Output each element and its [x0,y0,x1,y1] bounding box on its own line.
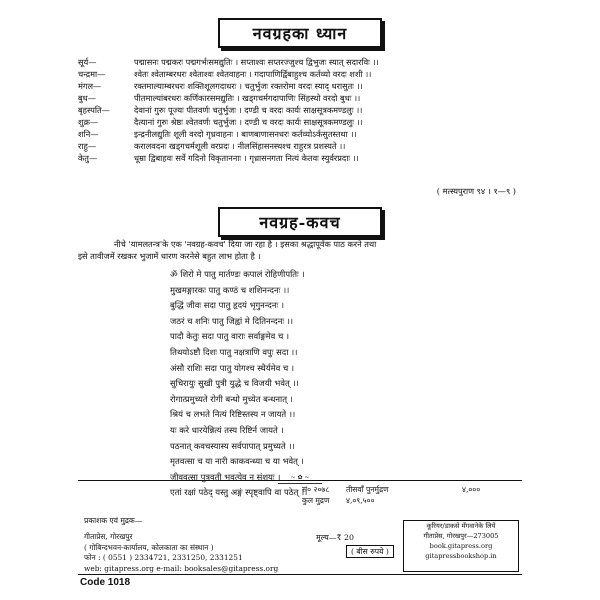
print-info [302,484,480,506]
dhyana-text: इन्द्रनीलद्युतिः शूली वरदो गृध्रवाहनः । बाणबाणासनधरः कर्तव्योऽर्कसुतस्तथा ।। [134,129,357,139]
dhyana-text: श्वेतः श्वेताम्बरधरः श्वेताश्वः श्वेतवाहनः । गदापाणिर्द्विबाहुश्च कर्तव्यो वरदः शशी ।। [134,69,372,79]
publisher-details [84,532,278,574]
source-reference: ( मत्स्यपुराण ९४ । १—९ ) [436,186,516,196]
print-row [302,495,480,506]
book-page [78,14,522,586]
verse-line: मुखमङ्गारकः पातु कण्ठं च शशिनन्दनः ।। [170,284,290,295]
divider-line [78,480,522,481]
planet-name: चन्द्रमा— [78,69,106,79]
dhyana-text: पद्मासनः पद्मकरः पद्मगर्भःसमद्युतिः । सप्ताश्वः सप्तरज्जुश्च द्विभुजः स्यात् सदारविः ।। [134,57,379,67]
book-code: Code 1018 [80,577,131,588]
planet-name: शनि— [78,129,99,139]
planet-name: सूर्य— [78,57,97,67]
publisher-org: ( गोबिन्दभवन-कार्यालय, कोलकाता का संस्थान ) [84,542,214,552]
courier-box [403,520,519,572]
publisher-phone: फोन : ( 0551 ) 2334721, 2331250, 2331251 [84,553,243,562]
planet-name: बृहस्पति— [78,105,110,115]
price-in-words: ( बीस रुपये ) [346,545,394,558]
total-print-value: ४,०९,५०० [346,496,375,505]
price-label: मूल्य—₹ 20 [316,533,354,542]
courier-line: कूरियर/डाकसे मँगवानेके लिये [426,522,496,530]
verse-line: पठनात् कवचस्यास्य सर्वपापात् प्रमुच्यते ।। [170,440,295,451]
dhyana-row [78,92,522,104]
verse-line: यः करे धारयेन्नित्यं तस्य रिष्टिर्न जायते । [170,424,284,435]
planet-name: शुक्र— [78,117,99,127]
publisher-web: web: gitapress.org e-mail: booksales@gitapress.org [84,563,279,573]
intro-paragraph [78,238,522,262]
dhyana-text: पीतमाल्यांबरधरः कर्णिकारसमद्युतिः । खड्गचर्मगदापाणिः सिंहस्थो वरदो बुधः ।। [134,93,361,103]
edition-year: सं० २०७८ [302,485,330,494]
dhyana-row [78,56,522,68]
dhyana-row [78,152,522,164]
verse-line: जठरं च शनिः पातु जिह्वां मे दितिनन्दनः ।। [170,315,294,326]
intro-line: नीचे 'यामलतन्त्र'के एक 'नवग्रह-कवच' दिया जा रहा है । इसका श्रद्धापूर्वक पाठ करने तथा [114,239,377,249]
verse-line: सुचिरायुः सुखी पुत्री युद्धे च विजयी भवेत् ।। [170,378,299,389]
verse-line: तिथयोऽष्टौ दिशः पातु नक्षत्राणि वपुः सदा ।। [170,346,298,357]
divider-line [78,574,522,575]
dhyana-text: देवानां गुरुः पूज्यः पीतवर्णः चतुर्भुजः । दण्डी च वरदः कार्यः साक्षसूत्रकमण्डलुः ।। [134,105,363,115]
dhyana-row [78,68,522,80]
dhyana-text: करालवदनः खड्गचर्मशूली वरप्रदः । नीलसिंहासनस्थश्च राहुरत्र प्रशस्यते ।। [134,141,346,151]
heading-navagraha-kavach: नवग्रह-कवच [218,207,382,237]
dhyana-row [78,128,522,140]
verse-line: मृतवत्सा च या नारी काकवन्ध्या च या भवेत् । [170,456,304,467]
verse-line: रोगात्प्रमुच्यते रोगी बन्धो मुच्येत बन्धनात् । [170,393,293,404]
dhyana-text: धूम्रा द्विबाहवः सर्वे गदिनो विकृताननाः । गृध्रासनगता नित्यं केतवः स्युर्वरप्रदाः ।। [134,153,359,163]
total-print-label: कुल मुद्रण [302,496,330,505]
verse-line: अंसौ राशिः सदा पातु योगश्च स्थैर्यमेव च । [170,362,295,373]
dhyana-list [78,56,522,164]
planet-name: बुध— [78,93,96,103]
verse-line: श्रियं च लभते नित्यं रिष्टिस्तस्य न जायते ।। [170,409,296,420]
dhyana-row [78,116,522,128]
verse-line: पादौ केतुः सदा पातु वाराः सर्वाङ्गमेव च । [170,331,290,342]
verse-line: एतां रक्षां पठेद् यस्तु अङ्गं स्पृष्ट्वापि वा पठेत् ।। [170,487,308,498]
heading-navagraha-dhyana: नवग्रहका ध्यान [218,18,382,48]
verse-line: जीववत्सा पुत्रवती भवत्येव न संशयः । [170,471,281,482]
edition-name: तीसवाँ पुनर्मुद्रण [346,485,389,494]
courier-line: book.gitapress.org [429,542,493,550]
planet-name: केतु— [78,153,98,163]
verse-line: ॐ शिरो मे पातु मार्तण्डः कपालं रोहिणीपतिः । [170,269,305,279]
courier-line: gitapressbookshop.in [425,552,497,560]
publisher-name: गीताप्रेस, गोरखपुर [84,532,133,541]
dhyana-text: रक्तमाल्याम्बरधरः शक्तिशूलगदाधरः । चतुर्भुजः रक्तरोमा वरदः स्याद् धरासुतः ।। [134,81,363,91]
dhyana-row [78,80,522,92]
dhyana-text: दैत्यानां गुरुः श्रेष्ठः श्वेतवर्णः चतुर्भुजः । दण्डी च वरदः कार्यः साक्षसूत्रकमण्डलुः ।। [134,117,363,127]
intro-line: इसे तावीजमें रखकर भुजामें धारण करनेसे बहुत लाभ होता है । [78,251,261,261]
kavach-verses [170,267,480,501]
verse-line: बुद्धिं जीवः सदा पातु हृदयं भृगुनन्दनः । [170,300,285,311]
planet-name: राहु— [78,141,97,151]
dhyana-row [78,104,522,116]
publisher-label: प्रकाशक एवं मुद्रक— [84,516,143,525]
courier-line: गीताप्रेस, गोरखपुर—273005 [423,532,499,540]
planet-name: मंगल— [78,81,102,91]
dhyana-row [78,140,522,152]
print-row [302,484,480,495]
edition-copies: ४,००० [462,485,481,494]
